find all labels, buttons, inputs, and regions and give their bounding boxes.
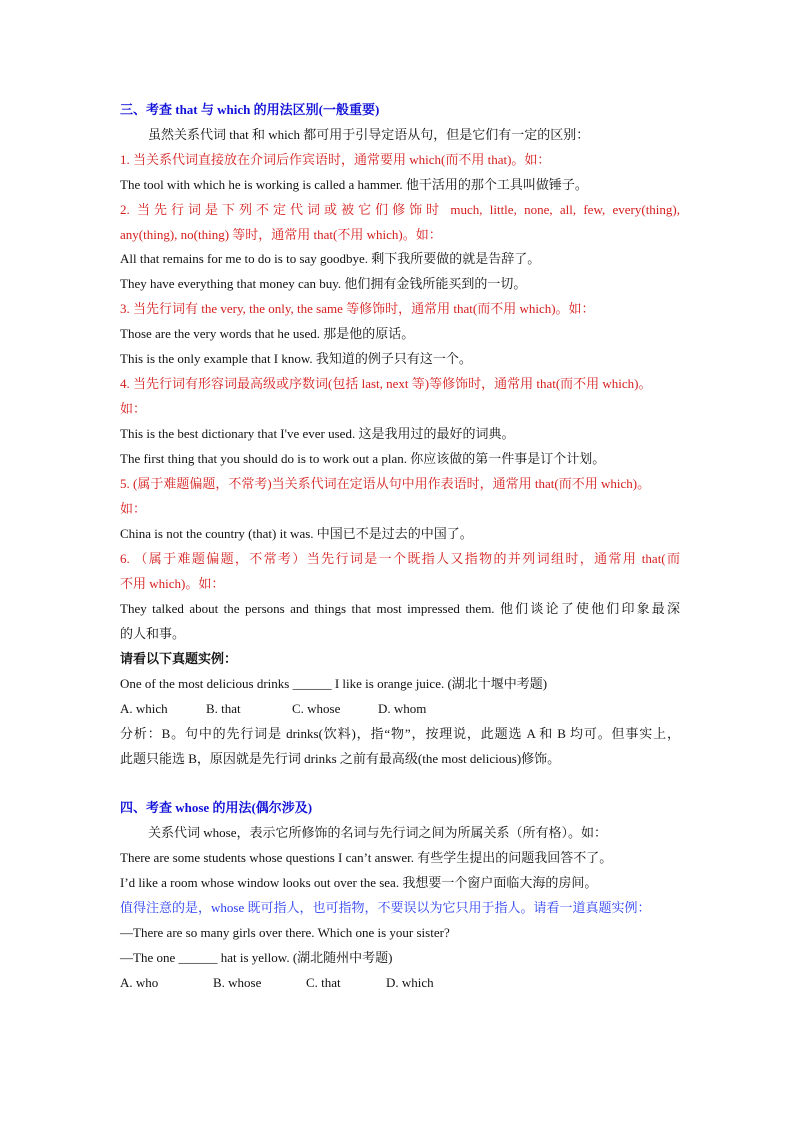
example-2b: They have everything that money can buy. 他们拥有金钱所能买到的一切。 xyxy=(120,276,527,291)
whose-option-b: B. whose xyxy=(213,975,262,990)
example-2a: All that remains for me to do is to say goodbye. 剩下我所要做的就是告辞了。 xyxy=(120,251,541,266)
exam-options xyxy=(120,701,680,717)
rule-2-line-1: 2. 当先行词是下列不定代词或被它们修饰时 much, little, none, all, few, every(thing), xyxy=(120,202,680,217)
rule-4-line-1: 4. 当先行词有形容词最高级或序数词(包括 last, next 等)等修饰时，通常用 that(而不用 which)。 xyxy=(120,376,652,391)
option-d: D. whom xyxy=(378,701,427,716)
exam-question: One of the most delicious drinks ______ I like is orange juice. (湖北十堰中考题) xyxy=(120,676,548,691)
rule-4-line-2: 如： xyxy=(120,401,147,416)
real-exam-heading: 请看以下真题实例： xyxy=(120,651,238,666)
whose-options xyxy=(120,975,680,991)
rule-5-line-2: 如： xyxy=(120,501,147,516)
section-4-heading: 四、考查 whose 的用法(偶尔涉及) xyxy=(120,800,313,815)
option-b: B. that xyxy=(206,701,241,716)
rule-1: 1. 当关系代词直接放在介词后作宾语时，通常要用 which(而不用 that)。如： xyxy=(120,152,551,167)
example-6-line-2: 的人和事。 xyxy=(120,626,186,641)
example-4a: This is the best dictionary that I've ever used. 这是我用过的最好的词典。 xyxy=(120,426,515,441)
whose-example-2: I’d like a room whose window looks out over the sea. 我想要一个窗户面临大海的房间。 xyxy=(120,875,598,890)
rule-2-line-2: any(thing), no(thing) 等时，通常用 that(不用 which)。如： xyxy=(120,227,442,242)
example-3b: This is the only example that I know. 我知道的例子只有这一个。 xyxy=(120,351,472,366)
section-3-intro: 虽然关系代词 that 和 which 都可用于引导定语从句，但是它们有一定的区别： xyxy=(148,127,590,142)
dialog-line-1: —There are so many girls over there. Which one is your sister? xyxy=(120,925,450,940)
example-1: The tool with which he is working is called a hammer. 他干活用的那个工具叫做锤子。 xyxy=(120,177,588,192)
rule-6-line-1: 6. （属于难题偏题，不常考）当先行词是一个既指人又指物的并列词组时，通常用 that(而 xyxy=(120,551,680,566)
analysis-line-1: 分析：B。句中的先行词是 drinks(饮料)，指“物”，按理说，此题选 A 和 B 均可。但事实上， xyxy=(120,726,680,741)
option-c: C. whose xyxy=(292,701,341,716)
rule-5-line-1: 5. (属于难题偏题，不常考)当关系代词在定语从句中用作表语时，通常用 that(而不用 which)。 xyxy=(120,476,651,491)
whose-option-a: A. who xyxy=(120,975,159,990)
example-5: China is not the country (that) it was. 中国已不是过去的中国了。 xyxy=(120,526,473,541)
example-4b: The first thing that you should do is to work out a plan. 你应该做的第一件事是订个计划。 xyxy=(120,451,606,466)
section-3-heading: 三、考查 that 与 which 的用法区别(一般重要) xyxy=(120,102,380,117)
whose-example-1: There are some students whose questions I can’t answer. 有些学生提出的问题我回答不了。 xyxy=(120,850,613,865)
option-a: A. which xyxy=(120,701,168,716)
example-6-line-1: They talked about the persons and things that most impressed them. 他们谈论了使他们印象最深 xyxy=(120,601,680,616)
rule-6-line-2: 不用 which)。如： xyxy=(120,576,225,591)
whose-note: 值得注意的是，whose 既可指人，也可指物，不要误以为它只用于指人。请看一道真题实例： xyxy=(120,900,651,915)
whose-option-c: C. that xyxy=(306,975,341,990)
whose-option-d: D. which xyxy=(386,975,434,990)
example-3a: Those are the very words that he used. 那是他的原话。 xyxy=(120,326,415,341)
dialog-line-2: —The one ______ hat is yellow. (湖北随州中考题) xyxy=(120,950,393,965)
rule-3: 3. 当先行词有 the very, the only, the same 等修饰时，通常用 that(而不用 which)。如： xyxy=(120,301,595,316)
analysis-line-2: 此题只能选 B，原因就是先行词 drinks 之前有最高级(the most delicious)修饰。 xyxy=(120,751,561,766)
section-4-intro: 关系代词 whose，表示它所修饰的名词与先行词之间为所属关系（所有格）。如： xyxy=(148,825,607,840)
